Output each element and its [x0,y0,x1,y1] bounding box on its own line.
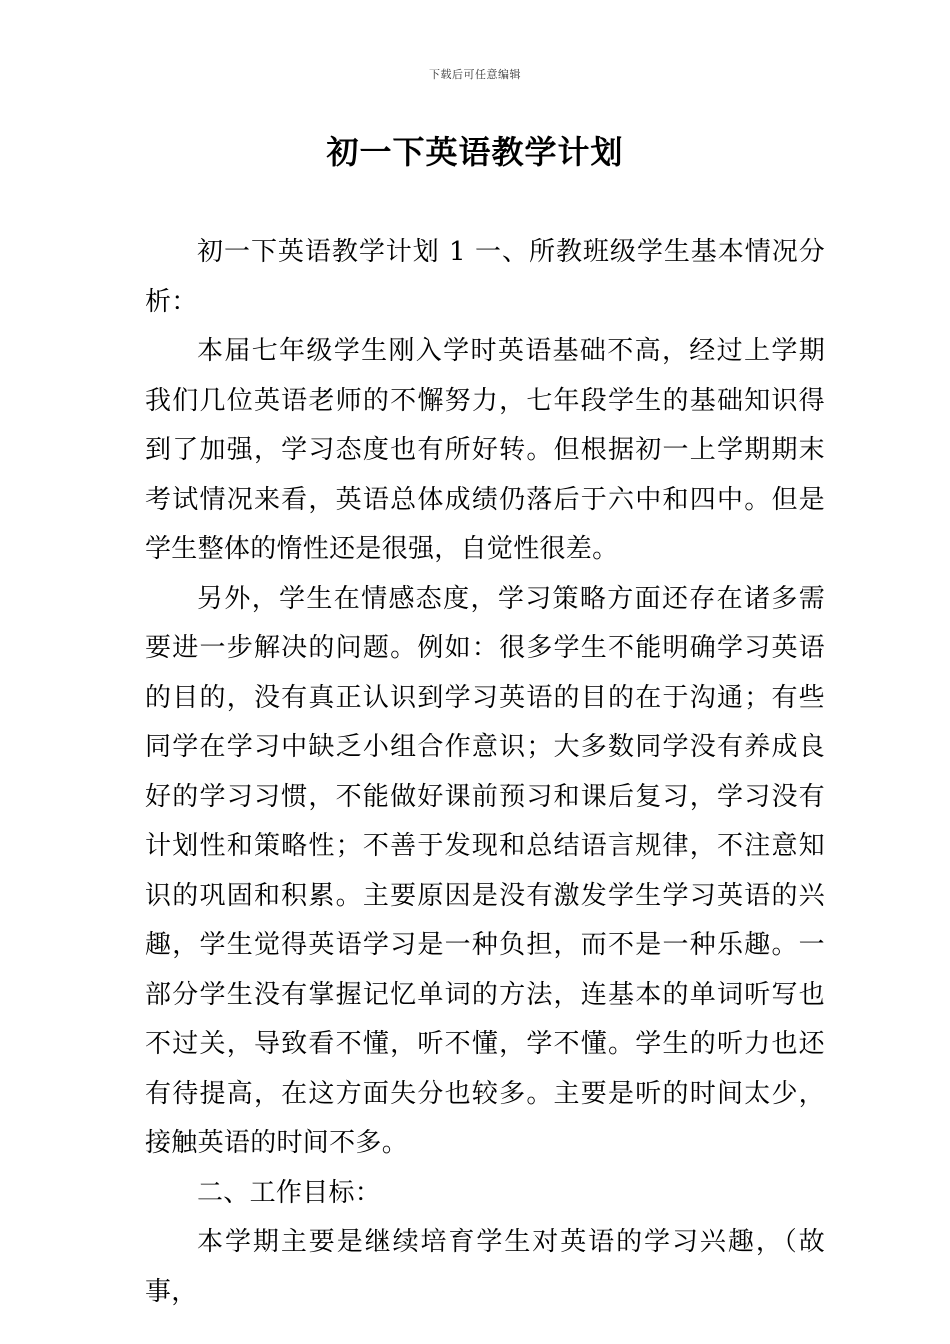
paragraph-section-goals-heading: 二、工作目标： [197,1177,382,1208]
paragraph-intro: 初一下英语教学计划 1 一、所教班级学生基本情况分析： [145,237,825,317]
document-title: 初一下英语教学计划 [326,133,624,171]
watermark-text: 下载后可任意编辑 [429,68,521,81]
paragraph-problems: 另外，学生在情感态度，学习策略方面还存在诸多需要进一步解决的问题。例如：很多学生不能明确学习英语的目的，没有真正认识到学习英语的目的在于沟通；有些同学在学习中缺乏小组合作意识；大多数同学没有养成良好的学习习惯，不能做好课前预习和课后复习，学习没有计划性和策略性；不善于发现和总结语言规律，不注意知识的巩固和积累。主要原因是没有激发学生学习英语的兴趣，学生觉得英语学习是一种负担，而不是一种乐趣。一部分学生没有掌握记忆单词的方法，连基本的单词听写也不过关，导致看不懂，听不懂，学不懂。学生的听力也还有待提高，在这方面失分也较多。主要是听的时间太少，接触英语的时间不多。 [145,583,825,1158]
document-body [145,228,825,1317]
paragraph-student-background: 本届七年级学生刚入学时英语基础不高，经过上学期我们几位英语老师的不懈努力，七年段学生的基础知识得到了加强，学习态度也有所好转。但根据初一上学期期末考试情况来看，英语总体成绩仍落后于六中和四中。但是学生整体的惰性还是很强，自觉性很差。 [145,336,825,564]
paragraph-goals: 本学期主要是继续培育学生对英语的学习兴趣，（故事， [145,1227,825,1307]
